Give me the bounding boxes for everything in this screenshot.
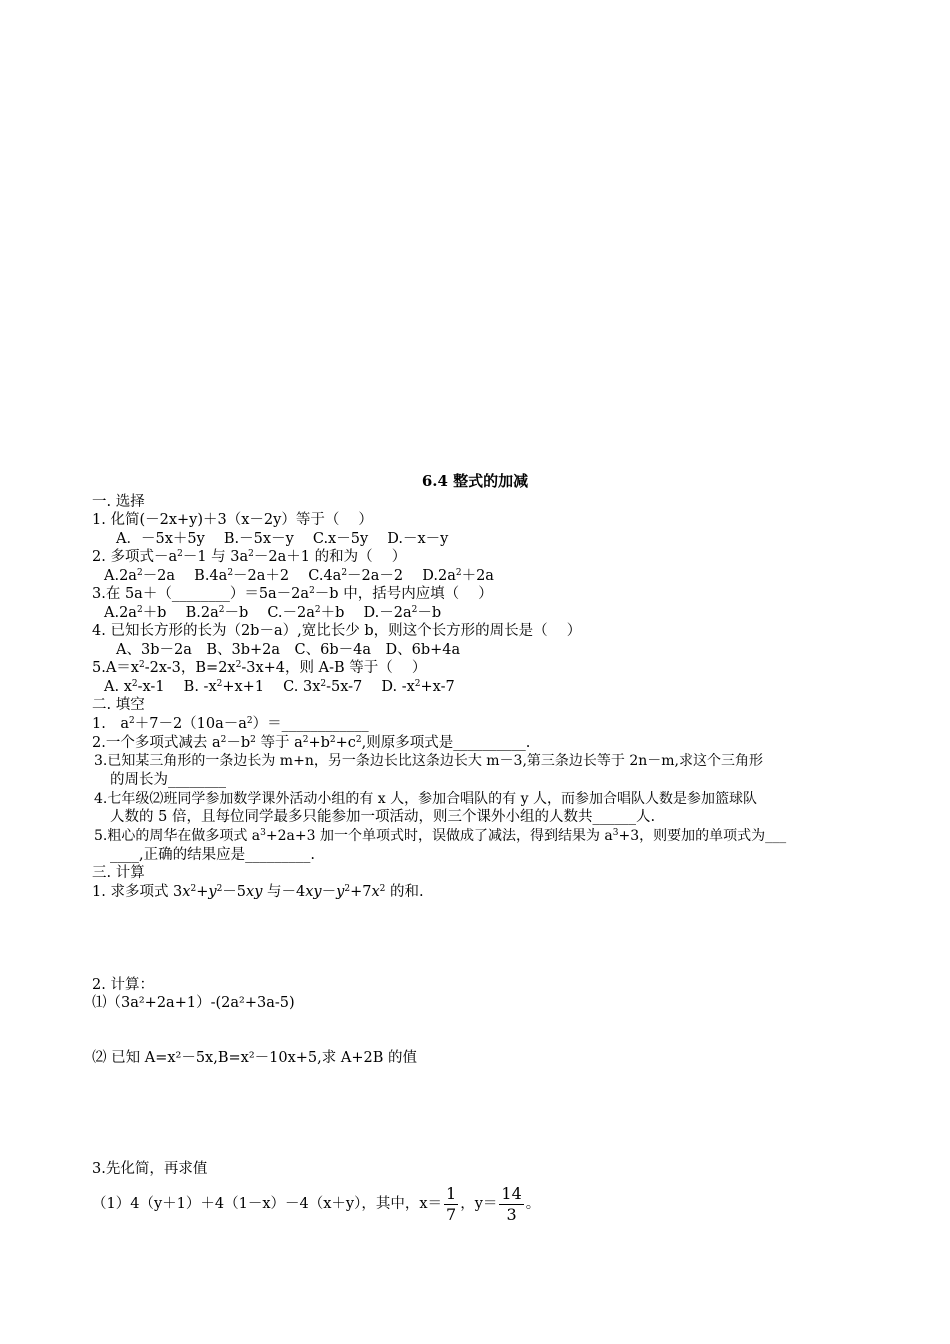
question-3: 3.在 $5a+(\_\_\_\_\_\_\_\_)=5a-2a^2-b$ 中，括号内应填（ ） <box>92 586 493 602</box>
calc-3-part-1: （1）4（y＋1）＋4（1－x）－4（x＋y），其中，x＝ $\frac{1}{7}$ ，y＝ $\frac{14}{3}$ 。 <box>92 1183 541 1224</box>
question-4-options: A、3b－2a B、3b+2a C、6b－4a D、6b+4a <box>116 642 461 658</box>
section1-heading: 一. 选择 <box>92 494 145 510</box>
fill-4-line-1: 4.七年级⑵班同学参加数学课外活动小组的有 x 人，参加合唱队的有 y 人，而参加合唱队人数是参加篮球队 <box>94 791 757 807</box>
question-5: $5.A=x^2-2x-3$，$B=2x^2-3x+4$，则 A-B 等于（ ） <box>92 660 427 676</box>
calc-3: 3.先化简，再求值 <box>92 1161 208 1177</box>
section2-heading: 二. 填空 <box>92 697 145 713</box>
question-3-options: $A.2a^2+b$ $B.2a^2-b$ $C.-2a^2+b$ $D.-2a^2-b$ <box>104 605 442 621</box>
fraction-x: $\frac{1}{7}$ <box>446 1183 457 1224</box>
fill-4-line-2: 人数的 5 倍，且每位同学最多只能参加一项活动，则三个课外小组的人数共______人. <box>110 809 656 825</box>
fraction-y: $\frac{14}{3}$ <box>501 1183 522 1224</box>
section3-heading: 三. 计算 <box>92 865 145 881</box>
fill-5-line-2: ____,正确的结果应是_________. <box>110 847 315 863</box>
question-2-options: $A.2a^2-2a$ $B.4a^2-2a+2$ $C.4a^2-2a-2$ $D.2a^2+2a$ <box>104 568 494 584</box>
calc-2-part-2: ⑵ 已知 A=x²－5x,B=x²－10x+5,求 A+2B 的值 <box>92 1050 417 1066</box>
fill-2: 2.一个多项式减去 $a^2-b^2$ 等于 $a^2+b^2+c^2$,则原多项式是__________. <box>92 735 531 751</box>
question-1-options: A．－5x＋5y B.－5x－y C.x－5y D.－x－y <box>116 531 449 547</box>
calc-2: 2. 计算： <box>92 977 154 993</box>
question-1: 1. 化简(－2x+y)＋3（x－2y）等于（ ） <box>92 512 373 528</box>
question-5-options: A. $x^2-x-1$ B. $-x^2+x+1$ C. $3x^2-5x-7$ D. $-x^2+x-7$ <box>104 679 455 695</box>
question-2: 2. 多项式$-a^2-1$ 与 $3a^2-2a+1$ 的和为（ ） <box>92 549 407 565</box>
fill-3-line-1: 3.已知某三角形的一条边长为 m+n，另一条边长比这条边长大 m－3,第三条边长等于 2n－m,求这个三角形 <box>94 753 764 769</box>
question-4: 4. 已知长方形的长为（2b－a）,宽比长少 b，则这个长方形的周长是（ ） <box>92 623 582 639</box>
page-title: 6.4 整式的加减 <box>421 472 529 490</box>
calc-1: 1. 求多项式 $3x^2+y^2-5xy$ 与$-4xy-y^2+7x^2$ 的和. <box>92 884 424 900</box>
calc-2-part-1: ⑴（3a²+2a+1）-(2a²+3a-5) <box>92 995 295 1011</box>
fill-3-line-2: 的周长为________ <box>110 772 226 788</box>
fill-5-line-1: 5.粗心的周华在做多项式 $a^3+2a+3$ 加一个单项式时，误做成了减法，得到结果为 $a^3+3$，则要加的单项式为___ <box>94 828 787 844</box>
fill-1: 1. $a^2+7-2(10a-a^2)=\_\_\_\_\_\_\_\_\_\_\_\_$ <box>92 716 369 732</box>
